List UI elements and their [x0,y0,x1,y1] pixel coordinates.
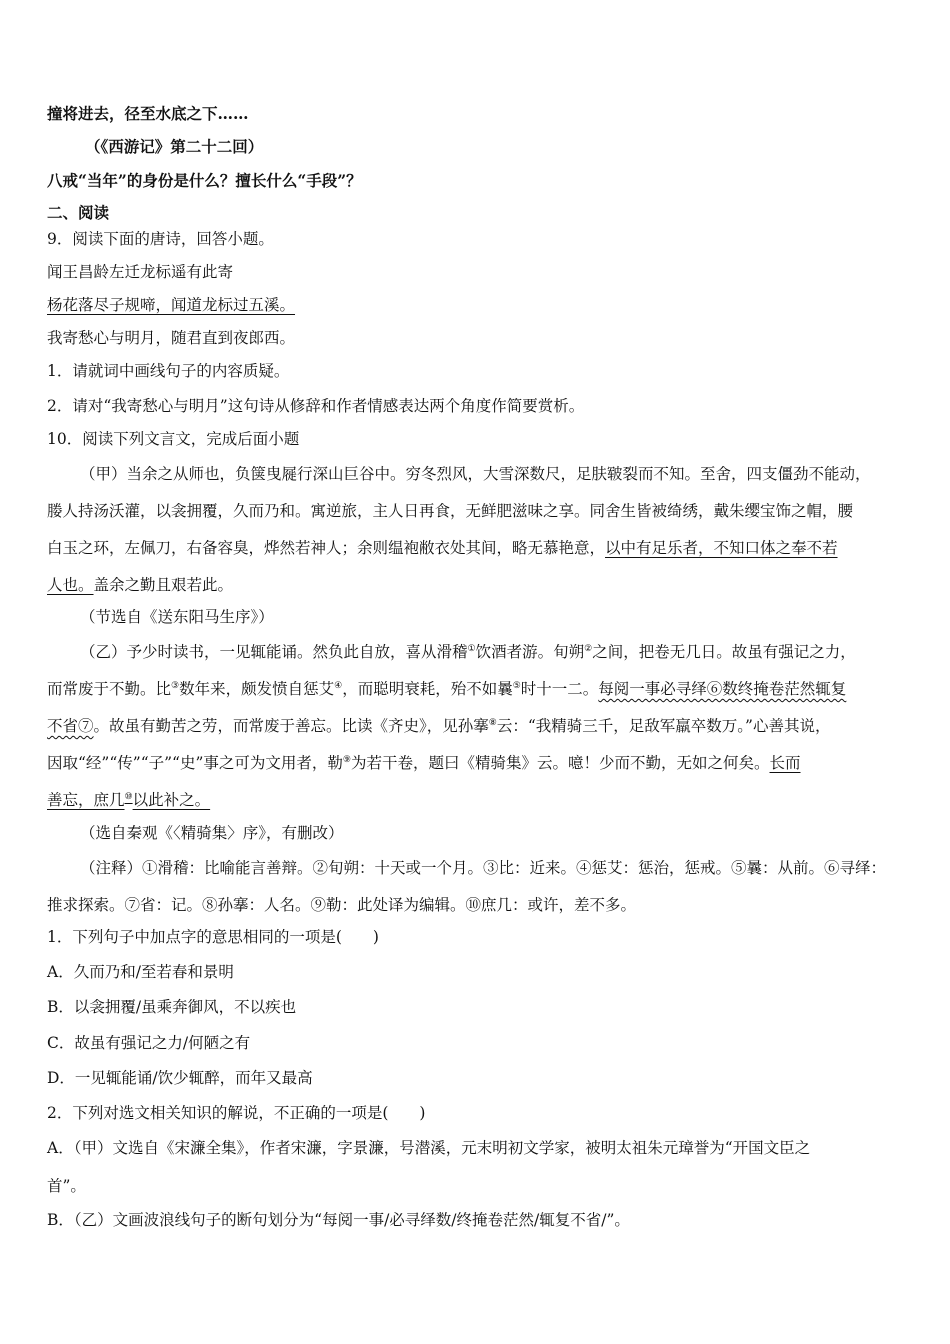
yi-text: 之间，把卷无几日。故虽有强记之力， [592,643,856,661]
yi-text: 。故虽有勤苦之劳，而常废于善忘。比读《齐史》，见孙搴 [93,717,489,735]
note-mark: ⑩ [124,791,133,802]
jia-underlined: 人也。 [47,576,94,594]
option-a: A．（甲）文选自《宋濂全集》，作者宋濂，字景濂，号潜溪，元末明初文学家，被明太祖朱元璋誉为“开国文臣之 [47,1139,811,1157]
jia-passage-line: 媵人持汤沃灌，以衾拥覆，久而乃和。寓逆旅，主人日再食，无鲜肥滋味之享。同舍生皆被绮绣，戴朱缨宝饰之帽，腰 [47,502,854,520]
jia-passage-line [47,538,838,558]
yi-wavy: 不省⑦ [47,717,94,735]
yi-passage-line [47,716,830,736]
q10-prompt: 10．阅读下列文言文，完成后面小题 [47,430,300,448]
yi-text: 因取“经”“传”“子”“史”事之可为文用者，勒 [47,754,343,772]
section-title: 二、阅读 [47,203,110,222]
note-mark: ② [584,643,593,654]
yi-underlined: 以此补之。 [132,791,211,809]
poem-title: 闻王昌龄左迁龙标遥有此寄 [47,263,234,281]
sub-question-2: 2．下列对选文相关知识的解说，不正确的一项是( ) [47,1104,426,1122]
notes-line: 推求探索。⑦省：记。⑧孙搴：人名。⑨勒：此处译为编辑。⑩庶几：或许，差不多。 [47,896,637,914]
yi-text: 云：“我精骑三千，足敌军羸卒数万。”心善其说， [496,717,831,735]
continuation-line: 撞将进去，径至水底之下…… [47,104,249,123]
sub-question-1: 1．下列句子中加点字的意思相同的一项是( ) [47,928,379,946]
yi-underlined: 长而 [769,754,801,772]
question-text: 八戒“当年”的身份是什么？擅长什么“手段”？ [47,171,362,190]
q9-prompt: 9．阅读下面的唐诗，回答小题。 [47,230,274,248]
yi-passage-line [47,679,846,699]
jia-passage-line: （甲）当余之从师也，负箧曳屣行深山巨谷中。穷冬烈风，大雪深数尺，足肤皲裂而不知。至舍，四支僵劲不能动， [80,465,871,483]
yi-underlined: 善忘，庶几 [47,791,125,809]
jia-text: 白玉之环，左佩刀，右备容臭，烨然若神人；余则缊袍敝衣处其间，略无慕艳意， [47,539,606,557]
yi-wavy: 每阅一事必寻绎⑥数终掩卷茫然辄复 [598,680,847,698]
jia-underlined: 以中有足乐者，不知口体之奉不若 [605,539,838,557]
option-c: C．故虽有强记之力/何陋之有 [47,1034,251,1052]
poem-line: 我寄愁心与明月，随君直到夜郎西。 [47,329,296,347]
option-b: B．（乙）文画波浪线句子的断句划分为“每阅一事/必寻绎数/终掩卷茫然/辄复不省/”。 [47,1211,630,1229]
notes-line: （注释）①滑稽：比喻能言善辩。②旬朔：十天或一个月。③比：近来。④惩艾：惩治，惩戒。⑤曩：从前。⑥寻绎： [80,859,887,877]
option-b: B．以衾拥覆/虽乘奔御风，不以疾也 [47,998,297,1016]
note-mark: ⑨ [342,754,351,765]
yi-passage-line [47,753,801,773]
jia-passage-line [47,575,233,595]
yi-text: 为若干卷，题曰《精骑集》云。噫！少而不勤，无如之何矣。 [350,754,770,772]
yi-text: ，而聪明衰耗，殆不如曩 [342,680,513,698]
q9-sub2: 2．请对“我寄愁心与明月”这句诗从修辞和作者情感表达两个角度作简要赏析。 [47,397,585,415]
note-mark: ④ [334,680,343,691]
yi-text: 而常废于不勤。比 [47,680,172,698]
yi-text: 数年来，颇发愤自惩艾 [179,680,335,698]
note-mark: ⑤ [512,680,521,691]
poem-line-underlined: 杨花落尽子规啼，闻道龙标过五溪。 [47,296,296,314]
yi-passage-line [47,790,210,810]
yi-source: （选自秦观《〈精骑集〉序》，有删改） [80,824,344,842]
note-mark: ③ [171,680,180,691]
jia-source: （节选自《送东阳马生序》） [80,608,274,626]
yi-passage-line [80,642,856,662]
option-a: A．久而乃和/至若春和景明 [47,963,234,981]
jia-text: 盖余之勤且艰若此。 [93,576,234,594]
note-mark: ① [467,643,476,654]
q9-sub1: 1．请就词中画线句子的内容质疑。 [47,362,290,380]
yi-text: 饮酒者游。旬朔 [475,643,585,661]
option-d: D．一见辄能诵/饮少辄醉，而年又最高 [47,1069,313,1087]
yi-text: 时十一二。 [520,680,599,698]
source-citation: （《西游记》第二十二回） [85,137,264,156]
note-mark: ⑧ [488,717,497,728]
option-a-cont: 首”。 [47,1177,86,1195]
yi-text: （乙）予少时读书，一见辄能诵。然负此自放，喜从滑稽 [80,643,468,661]
